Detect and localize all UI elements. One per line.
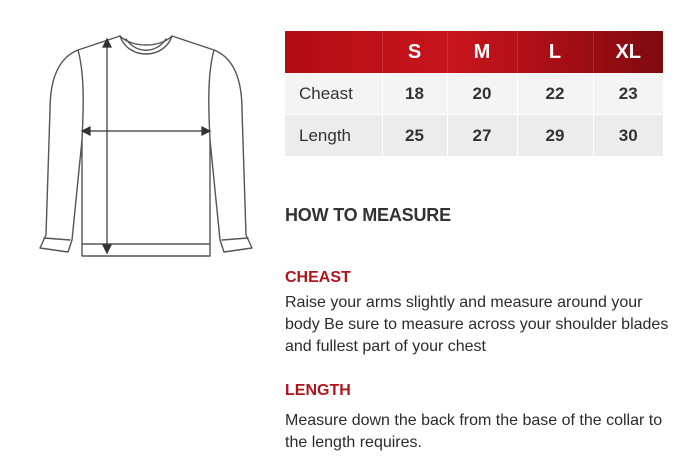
table-cell: 20 bbox=[447, 73, 517, 115]
length-heading: LENGTH bbox=[285, 382, 351, 399]
length-instructions: Measure down the back from the base of the collar to the length requires. bbox=[285, 412, 663, 451]
sweater-icon bbox=[28, 30, 264, 265]
cheast-heading: CHEAST bbox=[285, 269, 351, 286]
table-cell: 22 bbox=[517, 73, 593, 115]
row-label: Cheast bbox=[299, 83, 353, 103]
row-label: Length bbox=[285, 115, 382, 157]
table-cell: 29 bbox=[517, 115, 593, 157]
table-cell: 25 bbox=[382, 115, 447, 157]
size-chart-header-row bbox=[285, 31, 663, 73]
table-cell: 23 bbox=[593, 73, 663, 115]
table-cell: 18 bbox=[382, 73, 447, 115]
header-cell-s: S bbox=[382, 31, 447, 73]
size-chart-table bbox=[285, 31, 663, 156]
table-cell: 27 bbox=[447, 115, 517, 157]
cheast-instructions: Raise your arms slightly and measure around your body Be sure to measure across your shoulder blades and fullest part of your chest bbox=[285, 294, 669, 355]
header-cell-l: L bbox=[517, 31, 593, 73]
table-row-length bbox=[285, 115, 663, 157]
table-row-cheast bbox=[285, 73, 663, 115]
how-to-measure-title: HOW TO MEASURE bbox=[285, 205, 451, 225]
header-cell-m: M bbox=[447, 31, 517, 73]
table-cell: 30 bbox=[593, 115, 663, 157]
header-cell-blank bbox=[285, 31, 382, 73]
header-cell-xl: XL bbox=[593, 31, 663, 73]
